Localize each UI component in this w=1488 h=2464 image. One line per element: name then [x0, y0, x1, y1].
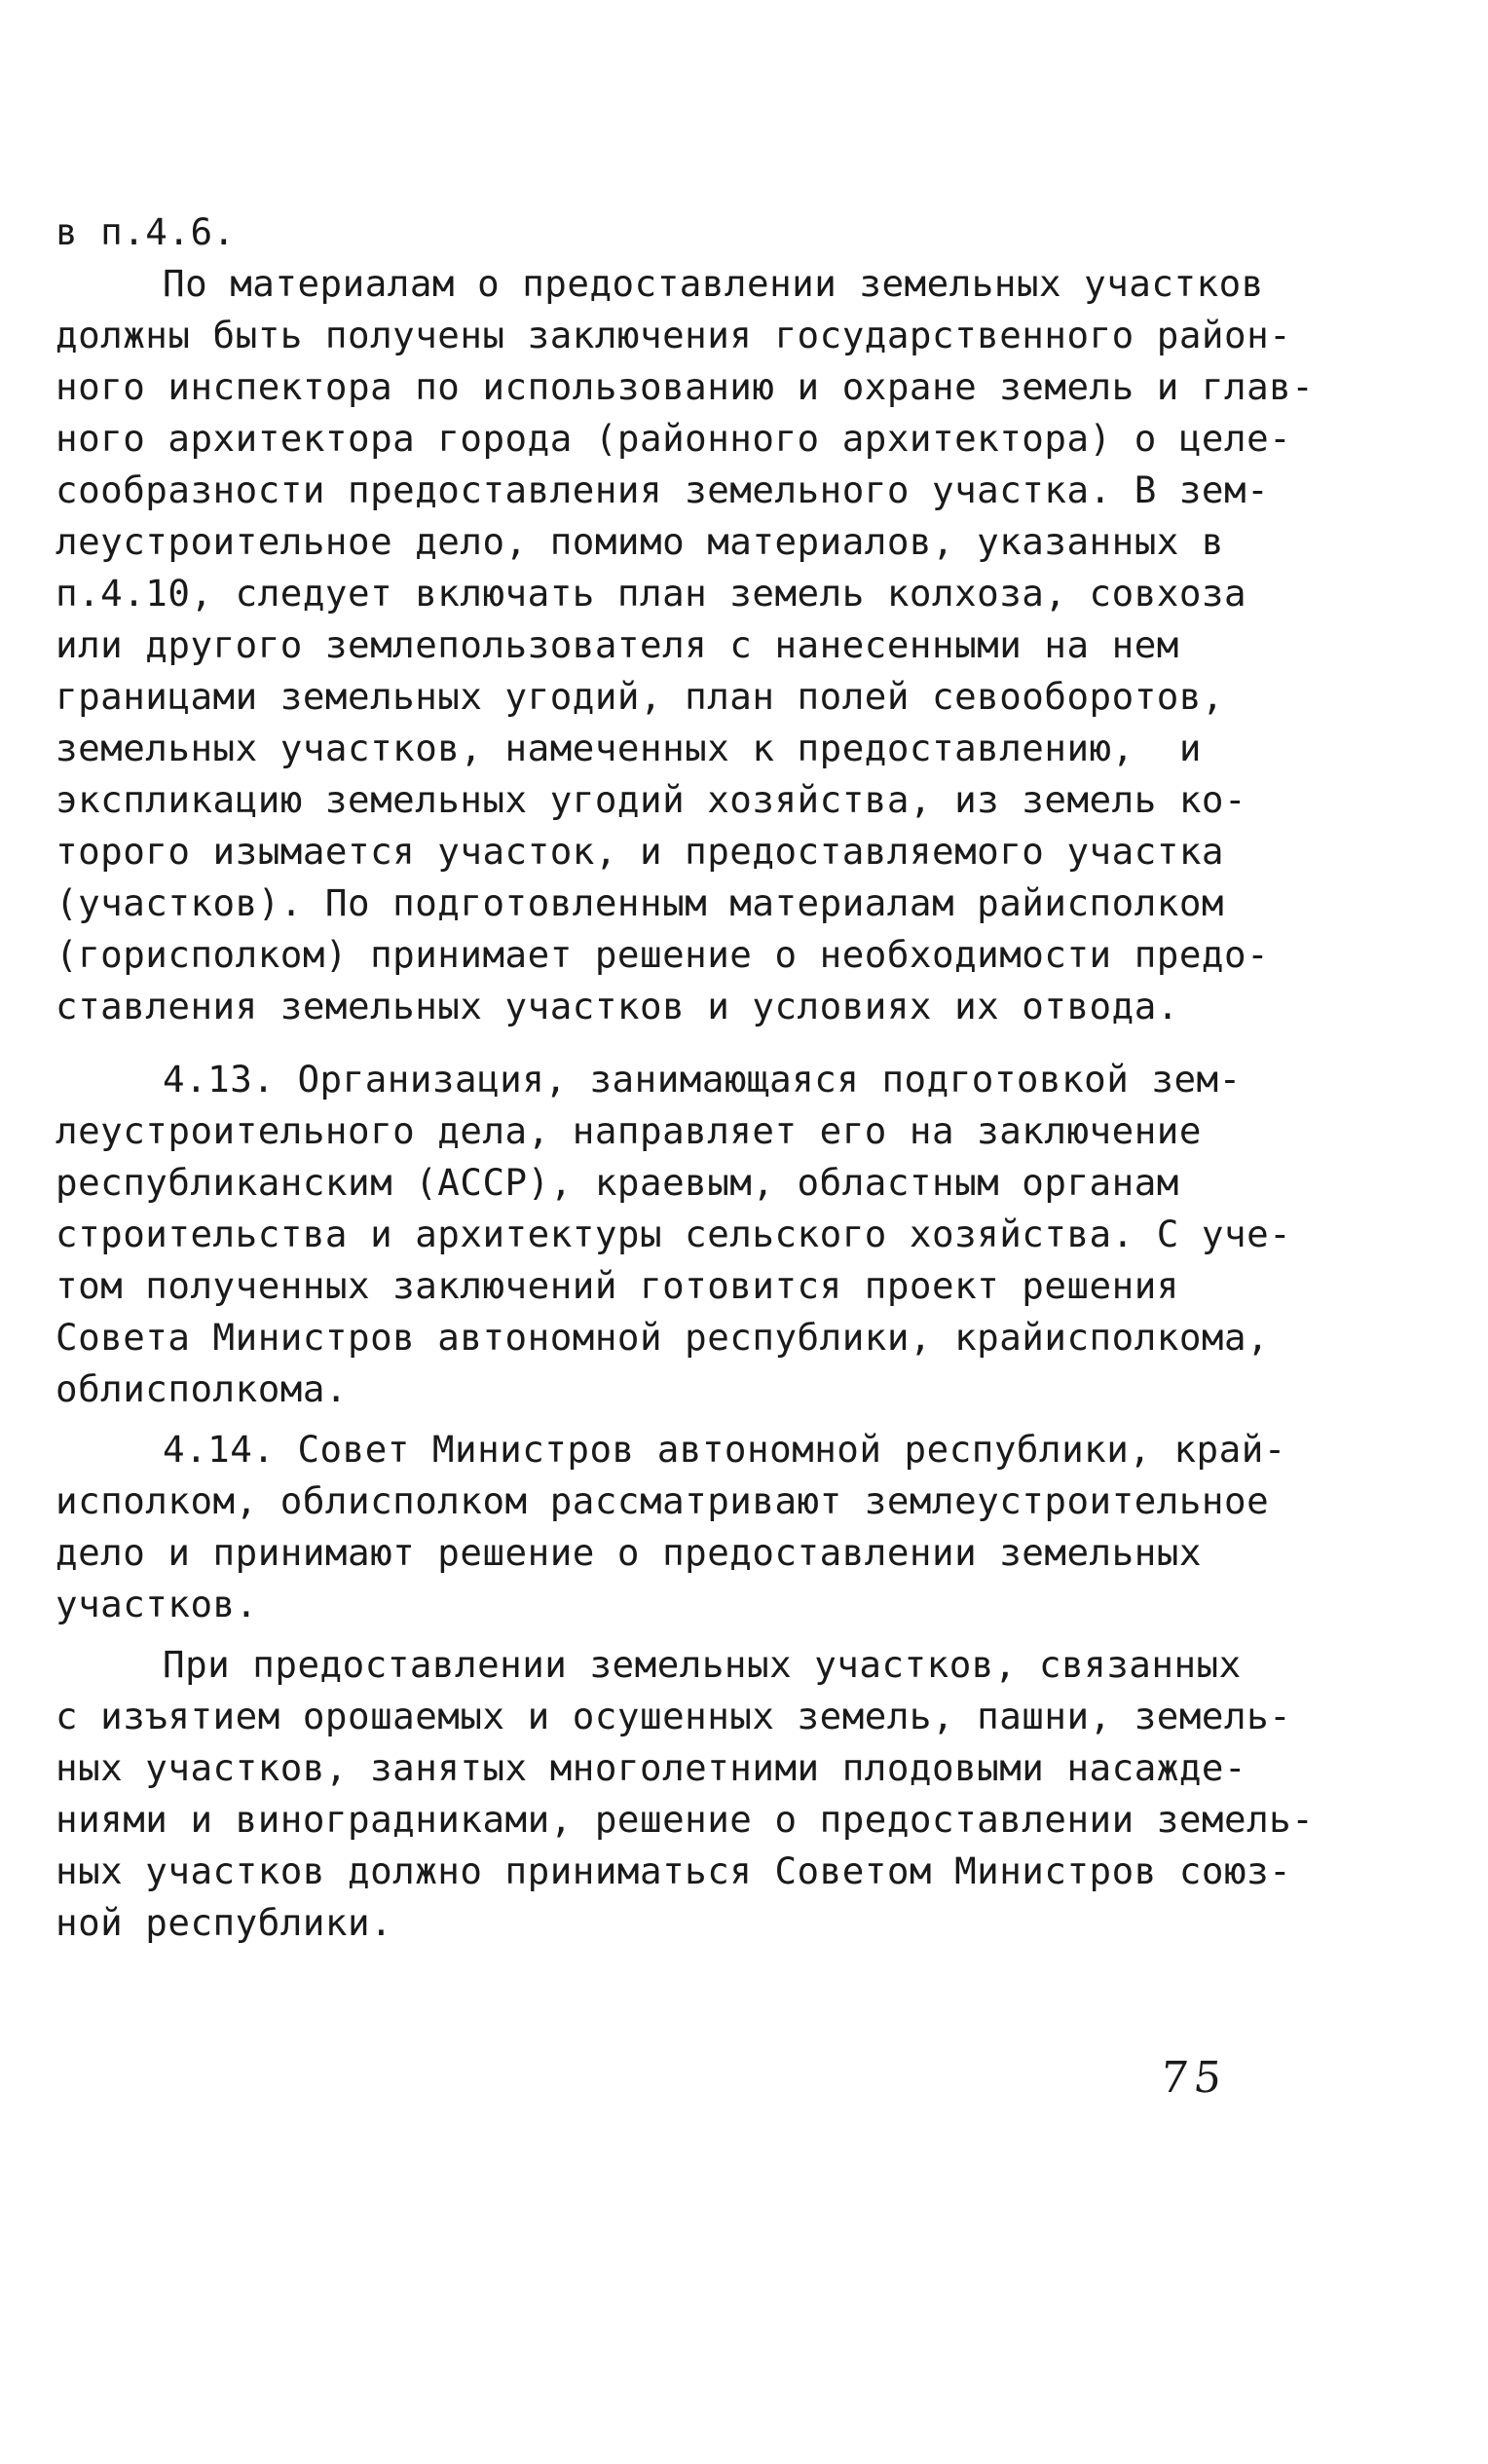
text-line: (участков). По подготовленным материалам райисполком: [56, 881, 1224, 924]
text-line: границами земельных угодий, план полей севооборотов,: [56, 675, 1224, 718]
text-line: ного инспектора по использованию и охране земель и глав-: [56, 365, 1315, 408]
text-line: ниями и виноградниками, решение о предоставлении земель-: [56, 1798, 1315, 1841]
text-line: ставления земельных участков и условиях их отвода.: [56, 985, 1179, 1027]
text-line: земельных участков, намеченных к предоставлению, и: [56, 727, 1202, 769]
text-line: с изъятием орошаемых и осушенных земель, пашни, земель-: [56, 1695, 1292, 1737]
text-line: Совета Министров автономной республики, крайисполкома,: [56, 1316, 1270, 1359]
text-line: ной республики.: [56, 1901, 393, 1944]
text-line: леустроительное дело, помимо материалов, указанных в: [56, 520, 1224, 563]
text-line: экспликацию земельных угодий хозяйства, из земель ко-: [56, 778, 1247, 821]
text-line: облисполкома.: [56, 1367, 348, 1410]
text-line: (горисполком) принимает решение о необходимости предо-: [56, 933, 1270, 976]
text-line: По материалам о предоставлении земельных участков: [163, 262, 1264, 305]
text-line: п.4.10, следует включать план земель колхоза, совхоза: [56, 572, 1247, 615]
paragraph-irrigated-lands: [56, 1639, 1321, 1949]
text-line: дело и принимают решение о предоставлении земельных: [56, 1531, 1202, 1574]
text-line: 4.14. Совет Министров автономной республики, край-: [163, 1428, 1286, 1471]
text-line: республиканским (АССР), краевым, областным органам: [56, 1161, 1179, 1204]
text-line: торого изымается участок, и предоставляемого участка: [56, 830, 1224, 873]
paragraph-4-14: [56, 1424, 1321, 1630]
text-line: том полученных заключений готовится проект решения: [56, 1264, 1179, 1307]
page-number: 75: [1158, 2053, 1230, 2103]
paragraph-land-materials: [56, 206, 1321, 1032]
text-line: сообразности предоставления земельного участка. В зем-: [56, 468, 1270, 511]
text-line: ных участков, занятых многолетними плодовыми насажде-: [56, 1746, 1247, 1789]
text-line: 4.13. Организация, занимающаяся подготовкой зем-: [163, 1058, 1242, 1101]
text-line: ных участков должно приниматься Советом Министров союз-: [56, 1849, 1292, 1892]
text-line: должны быть получены заключения государственного район-: [56, 314, 1292, 356]
text-line: участков.: [56, 1583, 258, 1625]
text-line: ного архитектора города (районного архитектора) о целе-: [56, 417, 1292, 460]
text-line: в п.4.6.: [56, 210, 236, 253]
paragraph-4-13: [56, 1054, 1321, 1415]
text-line: При предоставлении земельных участков, связанных: [163, 1643, 1242, 1686]
text-line: или другого землепользователя с нанесенными на нем: [56, 623, 1179, 666]
text-line: леустроительного дела, направляет его на заключение: [56, 1109, 1202, 1152]
text-line: строительства и архитектуры сельского хозяйства. С уче-: [56, 1213, 1292, 1255]
text-line: исполком, облисполком рассматривают землеустроительное: [56, 1479, 1270, 1522]
